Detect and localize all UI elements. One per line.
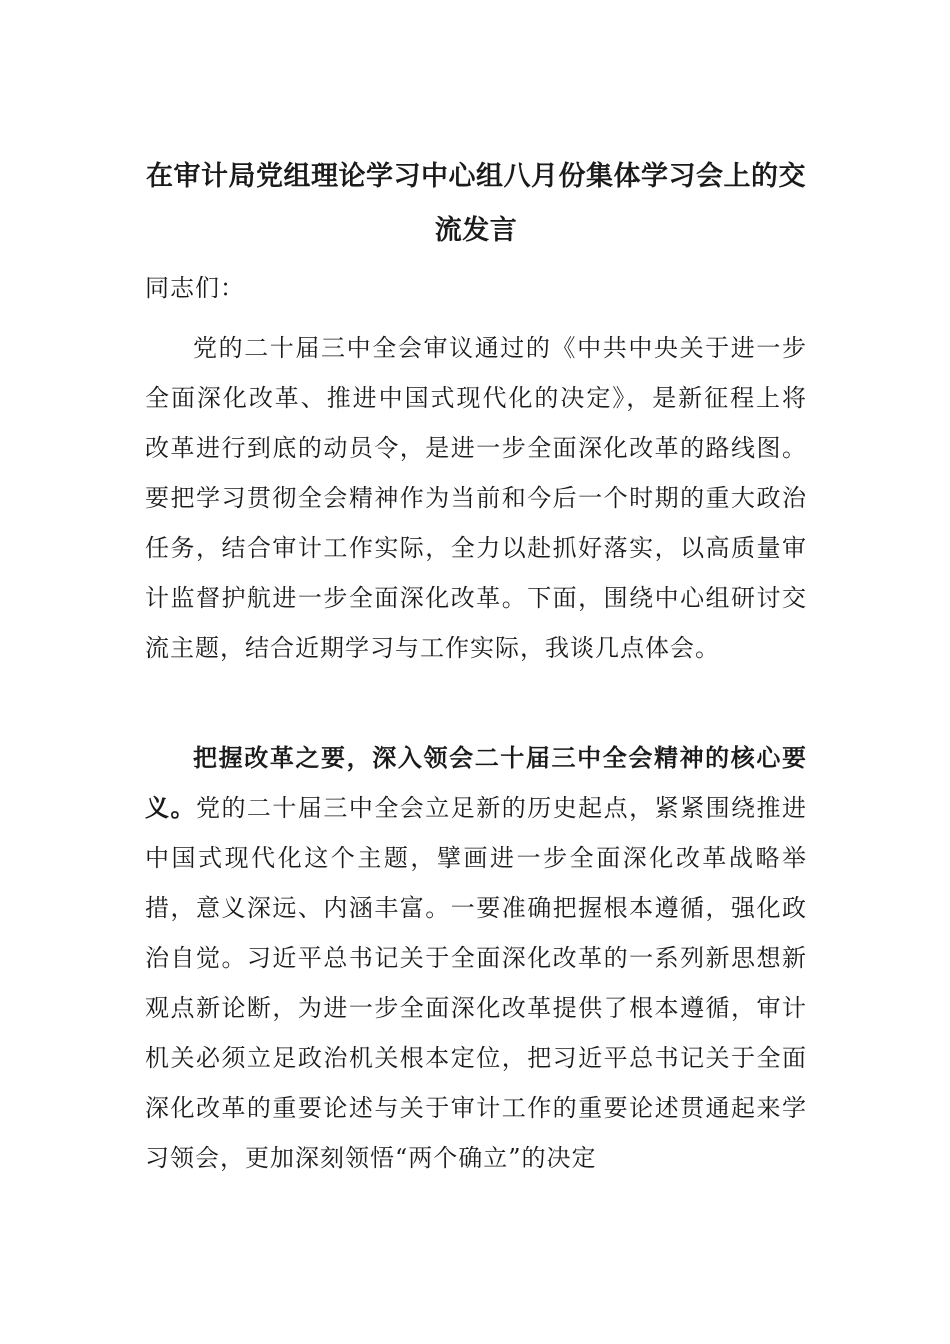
body-paragraph	[145, 733, 807, 1183]
salutation: 同志们：	[145, 274, 245, 302]
document-title: 在审计局党组理论学习中心组八月份集体学习会上的交流发言	[146, 161, 806, 246]
paragraph-text: 党的二十届三中全会审议通过的《中共中央关于进一步全面深化改革、推进中国式现代化的决定》，是新征程上将改革进行到底的动员令，是进一步全面深化改革的路线图。要把学习贯彻全会精神作为当前和今后一个时期的重大政治任务，结合审计工作实际，全力以赴抓好落实，以高质量审计监督护航进一步全面深化改革。下面，围绕中心组研讨交流主题，结合近期学习与工作实际，我谈几点体会。	[145, 334, 807, 662]
section-heading: 把握改革之要，深入领会二十届三中全会精神的核心要义。	[145, 743, 807, 822]
paragraph-text: 党的二十届三中全会立足新的历史起点，紧紧围绕推进中国式现代化这个主题，擘画进一步全面深化改革战略举措，意义深远、内涵丰富。一要准确把握根本遵循，强化政治自觉。习近平总书记关于全面深化改革的一系列新思想新观点新论断，为进一步全面深化改革提供了根本遵循，审计机关必须立足政治机关根本定位，把习近平总书记关于全面深化改革的重要论述与关于审计工作的重要论述贯通起来学习领会，更加深刻领悟“两个确立”的决定	[145, 794, 808, 1172]
body-paragraph	[145, 323, 807, 673]
